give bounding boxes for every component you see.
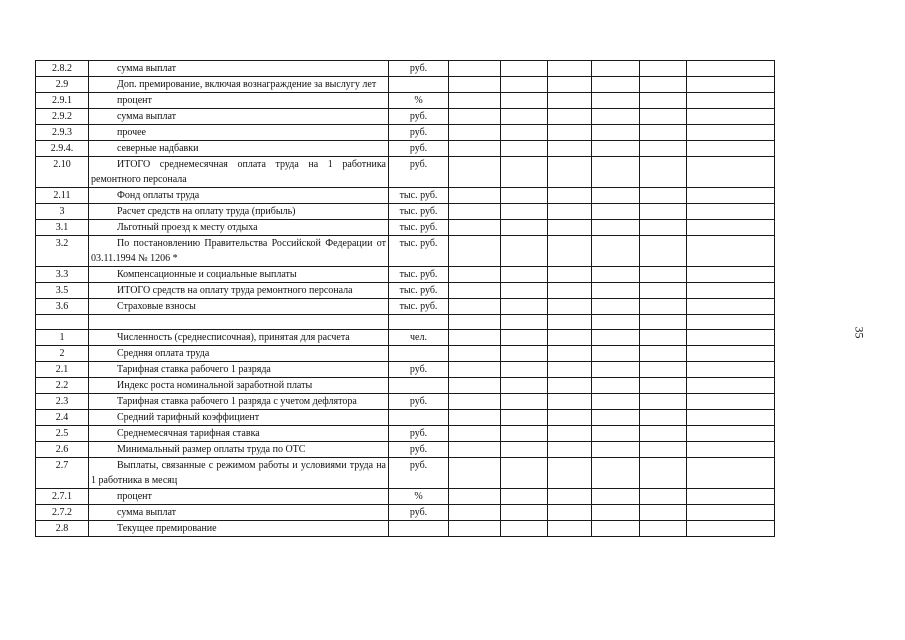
value-cell (501, 157, 548, 188)
value-cell (449, 442, 501, 458)
value-cell (449, 299, 501, 315)
table-row (36, 442, 775, 458)
row-unit: тыс. руб. (389, 267, 449, 283)
row-name-text: Минимальный размер оплаты труда по ОТС (117, 444, 306, 455)
row-name-text: сумма выплат (117, 111, 177, 122)
value-cell (592, 267, 640, 283)
value-cell (449, 220, 501, 236)
value-cell (687, 109, 775, 125)
row-name (89, 109, 389, 125)
value-cell (449, 93, 501, 109)
value-cell (640, 236, 687, 267)
row-unit: руб. (389, 109, 449, 125)
value-cell (687, 77, 775, 93)
row-number: 2.9.4. (36, 141, 89, 157)
row-name (89, 299, 389, 315)
row-number: 2.9.2 (36, 109, 89, 125)
row-name (89, 489, 389, 505)
value-cell (687, 315, 775, 330)
table-row (36, 505, 775, 521)
row-number: 3.3 (36, 267, 89, 283)
row-number: 2.7.2 (36, 505, 89, 521)
row-unit: чел. (389, 330, 449, 346)
value-cell (640, 283, 687, 299)
row-name (89, 157, 389, 188)
row-number: 2.11 (36, 188, 89, 204)
row-name-text: Текущее премирование (117, 523, 217, 534)
value-cell (640, 77, 687, 93)
row-name-text: Компенсационные и социальные выплаты (117, 269, 297, 280)
row-number: 2.10 (36, 157, 89, 188)
row-name-text: Выплаты, связанные с режимом работы и условиями труда на 1 работника в месяц (91, 460, 386, 486)
table-row (36, 378, 775, 394)
row-name (89, 236, 389, 267)
value-cell (687, 220, 775, 236)
row-number: 2.4 (36, 410, 89, 426)
value-cell (687, 93, 775, 109)
value-cell (548, 458, 592, 489)
row-name-text: сумма выплат (117, 63, 177, 74)
value-cell (501, 188, 548, 204)
value-cell (687, 489, 775, 505)
table-row (36, 220, 775, 236)
table-row (36, 93, 775, 109)
row-name-text: северные надбавки (117, 143, 199, 154)
value-cell (501, 125, 548, 141)
row-name-text: процент (117, 95, 152, 106)
row-name-text: Льготный проезд к месту отдыха (117, 222, 258, 233)
value-cell (548, 220, 592, 236)
value-cell (640, 141, 687, 157)
value-cell (548, 394, 592, 410)
value-cell (548, 125, 592, 141)
row-unit: тыс. руб. (389, 236, 449, 267)
row-name-text: Тарифная ставка рабочего 1 разряда (117, 364, 271, 375)
value-cell (501, 394, 548, 410)
value-cell (449, 426, 501, 442)
value-cell (501, 489, 548, 505)
value-cell (592, 283, 640, 299)
row-name (89, 442, 389, 458)
value-cell (548, 77, 592, 93)
value-cell (501, 236, 548, 267)
value-cell (501, 283, 548, 299)
table-row (36, 315, 775, 330)
value-cell (501, 521, 548, 537)
table-row (36, 426, 775, 442)
row-name (89, 458, 389, 489)
row-name (89, 330, 389, 346)
table-row (36, 61, 775, 77)
value-cell (548, 489, 592, 505)
value-cell (687, 426, 775, 442)
value-cell (548, 93, 592, 109)
row-unit: % (389, 93, 449, 109)
value-cell (501, 458, 548, 489)
value-cell (640, 267, 687, 283)
row-name (89, 505, 389, 521)
value-cell (687, 505, 775, 521)
value-cell (687, 236, 775, 267)
row-name (89, 394, 389, 410)
row-name-text: Среднемесячная тарифная ставка (117, 428, 260, 439)
row-unit: руб. (389, 458, 449, 489)
value-cell (592, 489, 640, 505)
row-unit: руб. (389, 426, 449, 442)
value-cell (449, 489, 501, 505)
value-cell (640, 315, 687, 330)
value-cell (687, 299, 775, 315)
row-name (89, 362, 389, 378)
value-cell (687, 188, 775, 204)
row-unit: руб. (389, 157, 449, 188)
row-number: 3.1 (36, 220, 89, 236)
row-name (89, 267, 389, 283)
value-cell (640, 204, 687, 220)
row-number: 3.6 (36, 299, 89, 315)
row-unit (389, 378, 449, 394)
value-cell (548, 109, 592, 125)
table-row (36, 362, 775, 378)
table-row (36, 330, 775, 346)
value-cell (640, 125, 687, 141)
value-cell (592, 299, 640, 315)
value-cell (687, 394, 775, 410)
value-cell (548, 299, 592, 315)
value-cell (687, 458, 775, 489)
row-name (89, 77, 389, 93)
value-cell (449, 125, 501, 141)
value-cell (640, 157, 687, 188)
value-cell (640, 346, 687, 362)
table-row (36, 77, 775, 93)
row-name (89, 93, 389, 109)
row-name-text: Доп. премирование, включая вознаграждение за выслугу лет (117, 79, 377, 90)
value-cell (449, 188, 501, 204)
value-cell (592, 410, 640, 426)
value-cell (548, 505, 592, 521)
value-cell (449, 521, 501, 537)
row-number: 3.5 (36, 283, 89, 299)
row-name-text: По постановлению Правительства Российской Федерации от 03.11.1994 № 1206 * (91, 238, 386, 264)
value-cell (640, 521, 687, 537)
row-name (89, 426, 389, 442)
value-cell (592, 378, 640, 394)
value-cell (548, 204, 592, 220)
value-cell (592, 93, 640, 109)
value-cell (687, 157, 775, 188)
value-cell (548, 188, 592, 204)
value-cell (640, 299, 687, 315)
value-cell (640, 220, 687, 236)
value-cell (501, 505, 548, 521)
row-name (89, 141, 389, 157)
table-row (36, 410, 775, 426)
value-cell (548, 426, 592, 442)
row-name (89, 346, 389, 362)
value-cell (449, 77, 501, 93)
row-unit: тыс. руб. (389, 283, 449, 299)
value-cell (687, 61, 775, 77)
row-unit: тыс. руб. (389, 204, 449, 220)
row-unit: тыс. руб. (389, 220, 449, 236)
row-unit (389, 77, 449, 93)
value-cell (640, 426, 687, 442)
row-number: 2.7 (36, 458, 89, 489)
table-row (36, 204, 775, 220)
value-cell (592, 236, 640, 267)
row-unit: руб. (389, 505, 449, 521)
table-row (36, 125, 775, 141)
value-cell (449, 346, 501, 362)
value-cell (640, 362, 687, 378)
value-cell (449, 267, 501, 283)
table-row (36, 109, 775, 125)
value-cell (449, 283, 501, 299)
value-cell (449, 141, 501, 157)
value-cell (501, 109, 548, 125)
value-cell (501, 93, 548, 109)
table-row (36, 346, 775, 362)
row-name (89, 315, 389, 330)
value-cell (592, 458, 640, 489)
value-cell (501, 220, 548, 236)
value-cell (687, 125, 775, 141)
row-number: 2 (36, 346, 89, 362)
row-name (89, 410, 389, 426)
value-cell (592, 394, 640, 410)
table-row (36, 157, 775, 188)
value-cell (687, 267, 775, 283)
value-cell (501, 426, 548, 442)
row-name (89, 378, 389, 394)
value-cell (592, 204, 640, 220)
row-name-text: прочее (117, 127, 146, 138)
value-cell (640, 394, 687, 410)
value-cell (640, 109, 687, 125)
row-unit (389, 521, 449, 537)
value-cell (548, 283, 592, 299)
value-cell (449, 315, 501, 330)
value-cell (449, 236, 501, 267)
value-cell (548, 521, 592, 537)
value-cell (548, 236, 592, 267)
value-cell (449, 204, 501, 220)
value-cell (501, 378, 548, 394)
value-cell (449, 362, 501, 378)
table-row (36, 188, 775, 204)
value-cell (687, 346, 775, 362)
row-unit (389, 346, 449, 362)
table-row (36, 283, 775, 299)
value-cell (501, 410, 548, 426)
value-cell (548, 346, 592, 362)
value-cell (449, 109, 501, 125)
value-cell (449, 330, 501, 346)
row-number: 2.9.3 (36, 125, 89, 141)
value-cell (640, 378, 687, 394)
value-cell (592, 188, 640, 204)
value-cell (687, 410, 775, 426)
value-cell (449, 378, 501, 394)
value-cell (687, 362, 775, 378)
row-number: 2.3 (36, 394, 89, 410)
row-name-text: Средняя оплата труда (117, 348, 210, 359)
table-row (36, 394, 775, 410)
value-cell (501, 315, 548, 330)
value-cell (640, 330, 687, 346)
value-cell (687, 204, 775, 220)
value-cell (501, 267, 548, 283)
value-cell (449, 505, 501, 521)
row-name (89, 283, 389, 299)
value-cell (592, 77, 640, 93)
value-cell (548, 157, 592, 188)
table-row (36, 141, 775, 157)
value-cell (640, 188, 687, 204)
value-cell (592, 330, 640, 346)
value-cell (548, 442, 592, 458)
row-name (89, 204, 389, 220)
value-cell (687, 442, 775, 458)
row-number: 2.8 (36, 521, 89, 537)
value-cell (548, 315, 592, 330)
row-name-text: Страховые взносы (117, 301, 196, 312)
row-name-text: Численность (среднесписочная), принятая для расчета (117, 332, 350, 343)
row-name-text: ИТОГО средств на оплату труда ремонтного персонала (117, 285, 353, 296)
value-cell (640, 61, 687, 77)
value-cell (449, 458, 501, 489)
value-cell (592, 109, 640, 125)
row-number: 2.1 (36, 362, 89, 378)
value-cell (501, 61, 548, 77)
value-cell (687, 141, 775, 157)
value-cell (548, 141, 592, 157)
row-name-text: сумма выплат (117, 507, 177, 518)
row-name (89, 521, 389, 537)
row-number (36, 315, 89, 330)
row-unit: тыс. руб. (389, 188, 449, 204)
row-name (89, 220, 389, 236)
value-cell (548, 267, 592, 283)
row-name-text: Индекс роста номинальной заработной платы (117, 380, 313, 391)
value-cell (592, 220, 640, 236)
row-name-text: Фонд оплаты труда (117, 190, 200, 201)
value-cell (548, 378, 592, 394)
value-cell (592, 521, 640, 537)
value-cell (501, 141, 548, 157)
row-number: 2.9 (36, 77, 89, 93)
value-cell (501, 346, 548, 362)
value-cell (501, 330, 548, 346)
value-cell (687, 521, 775, 537)
row-unit: руб. (389, 362, 449, 378)
value-cell (640, 458, 687, 489)
row-unit: руб. (389, 442, 449, 458)
value-cell (548, 61, 592, 77)
value-cell (548, 362, 592, 378)
row-name-text: Тарифная ставка рабочего 1 разряда с учетом дефлятора (117, 396, 357, 407)
row-unit: руб. (389, 141, 449, 157)
value-cell (501, 362, 548, 378)
row-unit: руб. (389, 61, 449, 77)
row-unit (389, 315, 449, 330)
value-cell (592, 315, 640, 330)
row-unit: тыс. руб. (389, 299, 449, 315)
page-number: 35 (852, 326, 867, 339)
row-unit (389, 410, 449, 426)
row-name-text: процент (117, 491, 152, 502)
table-row (36, 489, 775, 505)
row-number: 2.2 (36, 378, 89, 394)
value-cell (501, 442, 548, 458)
row-number: 3.2 (36, 236, 89, 267)
value-cell (548, 410, 592, 426)
value-cell (592, 505, 640, 521)
row-number: 2.7.1 (36, 489, 89, 505)
row-unit: руб. (389, 125, 449, 141)
table-row (36, 521, 775, 537)
value-cell (592, 426, 640, 442)
table-row (36, 236, 775, 267)
row-name (89, 188, 389, 204)
row-number: 2.5 (36, 426, 89, 442)
value-cell (687, 330, 775, 346)
value-cell (592, 125, 640, 141)
value-cell (640, 442, 687, 458)
value-cell (592, 141, 640, 157)
row-name-text: Средний тарифный коэффициент (117, 412, 260, 423)
row-unit: руб. (389, 394, 449, 410)
value-cell (592, 346, 640, 362)
row-number: 2.9.1 (36, 93, 89, 109)
value-cell (592, 362, 640, 378)
value-cell (592, 61, 640, 77)
row-name-text: ИТОГО среднемесячная оплата труда на 1 работника ремонтного персонала (91, 159, 386, 185)
row-unit: % (389, 489, 449, 505)
value-cell (501, 77, 548, 93)
row-number: 1 (36, 330, 89, 346)
row-name (89, 61, 389, 77)
value-cell (640, 505, 687, 521)
value-cell (548, 330, 592, 346)
value-cell (687, 378, 775, 394)
row-name-text: Расчет средств на оплату труда (прибыль) (117, 206, 296, 217)
value-cell (501, 299, 548, 315)
table-body (36, 61, 775, 537)
value-cell (449, 61, 501, 77)
data-table (35, 60, 775, 537)
table-row (36, 299, 775, 315)
row-number: 2.8.2 (36, 61, 89, 77)
value-cell (501, 204, 548, 220)
value-cell (449, 394, 501, 410)
value-cell (449, 157, 501, 188)
row-number: 3 (36, 204, 89, 220)
row-name (89, 125, 389, 141)
value-cell (687, 283, 775, 299)
row-number: 2.6 (36, 442, 89, 458)
table-row (36, 267, 775, 283)
value-cell (592, 157, 640, 188)
value-cell (592, 442, 640, 458)
value-cell (449, 410, 501, 426)
value-cell (640, 410, 687, 426)
table-row (36, 458, 775, 489)
value-cell (640, 489, 687, 505)
value-cell (640, 93, 687, 109)
